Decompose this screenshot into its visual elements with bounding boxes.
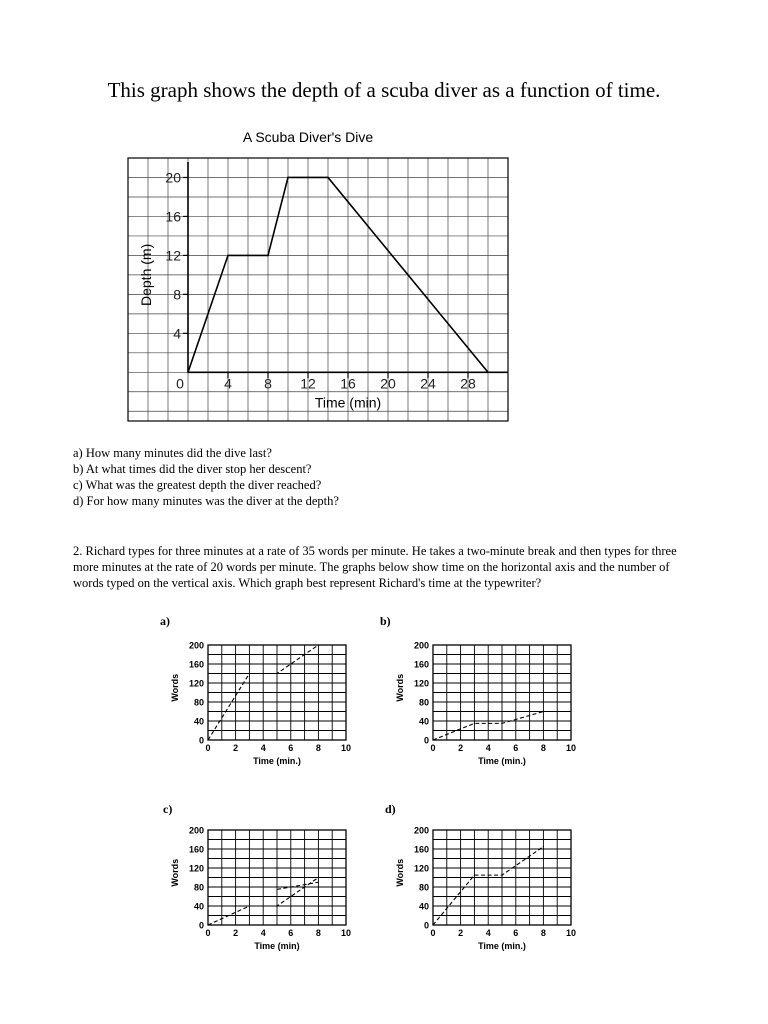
data-point [432,924,433,925]
x-tick-label: 0 [430,928,436,938]
y-tick-label: 80 [193,697,204,708]
page-title: This graph shows the depth of a scuba diver as a function of time. [107,78,661,102]
x-axis-label: Time (min) [254,941,300,951]
y-tick-label: 200 [188,640,204,651]
data-point [207,739,208,740]
y-tick-label: 40 [193,716,204,727]
scuba-dive-chart [110,120,530,430]
x-tick-label: 4 [260,743,266,753]
option-d-chart [385,820,585,965]
y-tick-label: 200 [413,825,429,836]
words-series-line-extra [277,882,318,889]
option-label-a: a) [160,614,170,628]
y-tick-label: 40 [418,901,429,912]
y-tick-label: 4 [173,325,181,342]
y-tick-label: 0 [198,920,204,931]
y-tick-label: 200 [188,825,204,836]
x-axis-label: Time (min) [314,394,382,411]
question-b: b) At what times did the diver stop her descent? [73,462,312,476]
y-tick-label: 160 [188,844,204,855]
data-point [474,875,475,876]
x-tick-label: 10 [565,743,577,753]
y-tick-label: 120 [188,863,204,874]
x-axis-label: Time (min.) [253,756,301,766]
y-tick-label: 40 [418,716,429,727]
x-tick-label: 4 [485,743,491,753]
x-tick-label: 6 [288,743,294,753]
x-tick-label: 8 [540,928,546,938]
x-tick-label: 8 [264,375,272,392]
option-label-b: b) [380,614,391,628]
x-tick-label: 6 [513,743,519,753]
y-tick-label: 160 [188,659,204,670]
y-axis-label: Words [170,673,180,702]
y-tick-label: 12 [165,247,181,264]
x-tick-label: 24 [420,375,436,392]
data-point [207,924,208,925]
x-tick-label: 0 [430,743,436,753]
question-d: d) For how many minutes was the diver at the depth? [73,494,339,508]
data-point [318,877,319,878]
problem-2-text: 2. Richard types for three minutes at a rate of 35 words per minute. He takes a two-minute break and then types for three more minutes at the rate of 20 words per minute. The graphs below show time on the horizontal axis and the number of words typed on the vertical axis. Which graph best represent Richard's time at the typewriter? [73,544,677,590]
data-point [249,905,250,906]
y-tick-label: 0 [198,735,204,746]
data-point [267,255,269,257]
x-tick-label: 4 [260,928,266,938]
x-axis-label: Time (min.) [478,941,526,951]
option-label-c: c) [163,802,173,816]
question-c: c) What was the greatest depth the diver reached? [73,478,322,492]
data-point [474,723,475,724]
option-label-d: d) [385,802,396,816]
y-tick-label: 160 [413,659,429,670]
data-point [543,711,544,712]
data-point [276,905,277,906]
question-a: a) How many minutes did the dive last? [73,446,272,460]
x-axis-label: Time (min.) [478,756,526,766]
y-tick-label: 40 [193,901,204,912]
x-tick-label: 8 [315,928,321,938]
y-tick-label: 16 [165,208,181,225]
y-tick-label: 120 [188,678,204,689]
x-tick-label: 2 [458,928,464,938]
questions-list [73,445,339,509]
x-tick-label: 8 [540,743,546,753]
x-tick-label: 0 [176,375,184,392]
y-axis-label: Words [395,673,405,702]
data-point [187,371,189,373]
x-tick-label: 10 [340,928,352,938]
x-tick-label: 0 [205,743,211,753]
chart-title: A Scuba Diver's Dive [242,129,374,145]
option-c-chart [160,820,360,965]
data-point [501,723,502,724]
x-tick-label: 10 [340,743,352,753]
x-tick-label: 10 [565,928,577,938]
y-tick-label: 0 [423,735,429,746]
option-a-chart [160,635,360,780]
y-tick-label: 160 [413,844,429,855]
x-tick-label: 4 [485,928,491,938]
x-tick-label: 8 [315,743,321,753]
x-tick-label: 6 [288,928,294,938]
x-tick-label: 20 [380,375,396,392]
y-tick-label: 120 [413,863,429,874]
x-tick-label: 2 [458,743,464,753]
y-axis-label: Depth (m) [138,243,154,307]
data-point [318,644,319,645]
y-tick-label: 80 [418,697,429,708]
data-point [543,846,544,847]
option-b-chart [385,635,585,780]
y-tick-label: 80 [193,882,204,893]
y-tick-label: 0 [423,920,429,931]
x-tick-label: 4 [224,375,232,392]
y-tick-label: 200 [413,640,429,651]
x-tick-label: 2 [233,743,239,753]
y-tick-label: 8 [173,286,181,303]
plot-frame [128,158,508,421]
x-tick-label: 16 [340,375,356,392]
data-point [227,255,229,257]
data-point [487,371,489,373]
data-point [249,673,250,674]
y-axis-label: Words [395,858,405,887]
x-tick-label: 28 [460,375,476,392]
data-point [501,875,502,876]
y-tick-label: 80 [418,882,429,893]
x-tick-label: 2 [233,928,239,938]
data-point [287,177,289,179]
x-tick-label: 12 [300,375,316,392]
y-axis-label: Words [170,858,180,887]
y-tick-label: 120 [413,678,429,689]
data-point [432,739,433,740]
x-tick-label: 0 [205,928,211,938]
y-tick-label: 20 [165,169,181,186]
data-point [327,177,329,179]
x-tick-label: 6 [513,928,519,938]
